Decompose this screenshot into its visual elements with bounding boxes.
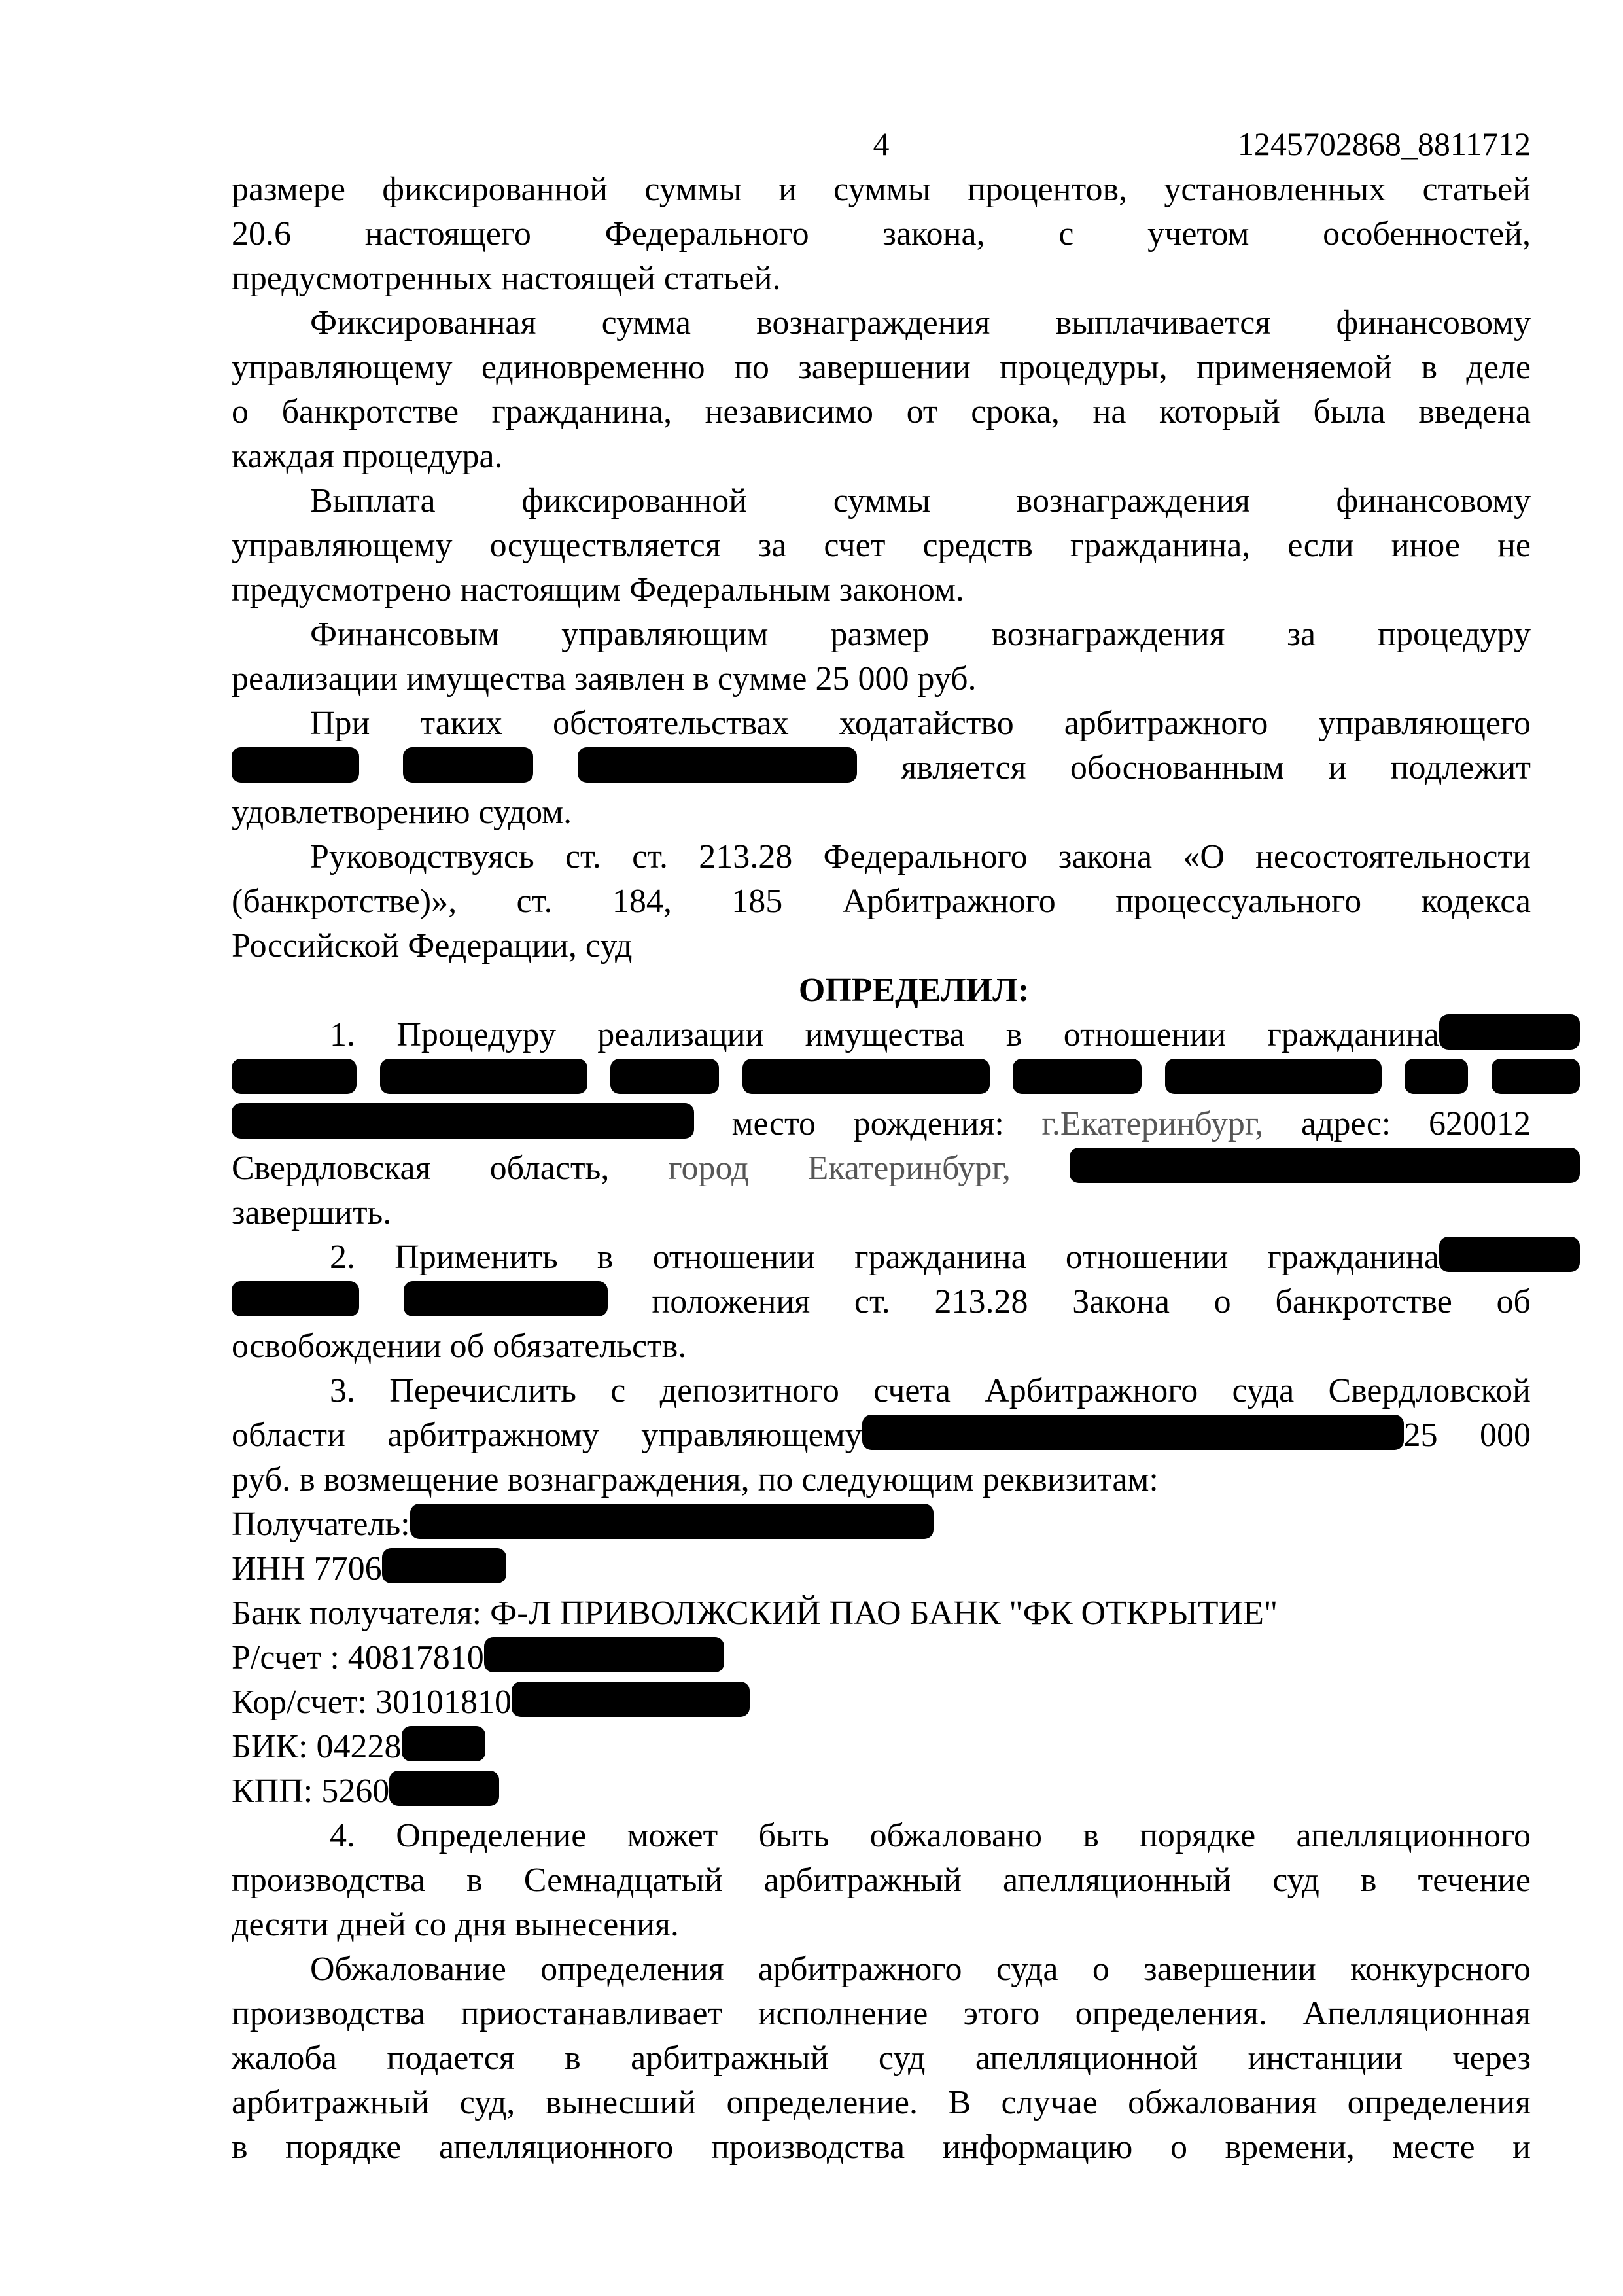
document-line (232, 1725, 1531, 1769)
redaction-bar (862, 1415, 1404, 1450)
document-line (232, 1591, 1531, 1636)
redaction-bar (1070, 1148, 1580, 1183)
text-run: 20.6 настоящего Федерального закона, с учетом особенностей, (232, 215, 1531, 253)
text-run: Российской Федерации, суд (232, 927, 633, 964)
redaction-bar (410, 1504, 934, 1539)
redaction-bar (1439, 1237, 1580, 1272)
redaction-bar (1439, 1014, 1580, 1050)
text-run: завершить. (232, 1194, 392, 1231)
document-line (232, 1324, 1531, 1369)
page-number: 4 (873, 126, 890, 162)
text-run: положения ст. 213.28 Закона о банкротстве об (652, 1283, 1531, 1320)
redaction-bar (232, 1059, 357, 1094)
document-line (232, 835, 1531, 879)
text-run: освобождении об обязательств. (232, 1328, 687, 1365)
text-run: Получатель: (232, 1506, 410, 1543)
document-line (232, 212, 1531, 256)
text-run: г.Екатеринбург, (1041, 1105, 1264, 1142)
document-line (232, 523, 1531, 568)
page-header (232, 124, 1531, 164)
document-line (232, 701, 1531, 746)
redaction-bar (382, 1548, 506, 1583)
redaction-bar (1492, 1059, 1580, 1094)
redaction-bar (380, 1059, 587, 1094)
document-line (232, 1369, 1531, 1413)
document-line (232, 1458, 1531, 1502)
redaction-bar (232, 747, 359, 783)
text-run: производства в Семнадцатый арбитражный апелляционный суд в течение (232, 1862, 1531, 1899)
text-run: БИК: 04228 (232, 1728, 402, 1765)
text-run: 2. Применить в отношении гражданина отношении гражданина (330, 1239, 1439, 1276)
text-run: в порядке апелляционного производства информацию о времени, месте и (232, 2128, 1531, 2166)
redaction-bar (512, 1682, 750, 1717)
document-line (232, 1903, 1531, 1947)
redaction-bar (610, 1059, 719, 1094)
document-line (232, 1769, 1531, 1814)
redaction-bar (1165, 1059, 1382, 1094)
text-run: Кор/счет: 30101810 (232, 1684, 512, 1721)
text-run: 25 000 (1403, 1417, 1531, 1454)
redaction-bar (1013, 1059, 1142, 1094)
text-run: каждая процедура. (232, 438, 503, 475)
redaction-bar (484, 1637, 724, 1672)
text-run: о банкротстве гражданина, независимо от срока, на который была введена (232, 393, 1531, 431)
text-run: является обоснованным и подлежит (901, 749, 1531, 786)
text-run: адрес: 620012 (1300, 1105, 1531, 1142)
text-run: Обжалование определения арбитражного суда о завершении конкурсного (310, 1951, 1531, 1988)
document-line (232, 1057, 1531, 1102)
text-run: Свердловская область, (232, 1150, 610, 1187)
text-run: Выплата фиксированной суммы вознаграждения финансовому (310, 482, 1531, 520)
text-run: Банк получателя: Ф-Л ПРИВОЛЖСКИЙ ПАО БАНК "ФК ОТКРЫТИЕ" (232, 1595, 1278, 1632)
document-line (232, 2125, 1531, 2170)
redaction-bar (402, 1726, 485, 1761)
redaction-bar (1405, 1059, 1468, 1094)
document-line (232, 390, 1531, 434)
redaction-bar (389, 1771, 499, 1806)
doc-id: 1245702868_8811712 (1237, 126, 1531, 162)
redaction-bar (742, 1059, 990, 1094)
document-line (232, 434, 1531, 479)
text-run: Фиксированная сумма вознаграждения выплачивается финансовому (310, 304, 1531, 342)
document-body (232, 168, 1531, 2170)
document-line (232, 1146, 1531, 1191)
text-run: 1. Процедуру реализации имущества в отношении гражданина (330, 1016, 1439, 1053)
document-line (232, 168, 1531, 212)
redaction-bar (578, 747, 857, 783)
text-run: реализации имущества заявлен в сумме 25 000 руб. (232, 660, 977, 698)
document-line (232, 1502, 1531, 1547)
redaction-bar (232, 1281, 359, 1316)
document-line (297, 968, 1531, 1013)
text-run: Р/счет : 40817810 (232, 1639, 484, 1676)
text-run: ИНН 7706 (232, 1550, 382, 1587)
text-run: управляющему осуществляется за счет средств гражданина, если иное не (232, 527, 1531, 564)
document-line (232, 1191, 1531, 1235)
text-run: Финансовым управляющим размер вознаграждения за процедуру (310, 616, 1531, 653)
text-run: 3. Перечислить с депозитного счета Арбитражного суда Свердловской (330, 1372, 1531, 1409)
text-run: жалоба подается в арбитражный суд апелляционной инстанции через (232, 2040, 1531, 2077)
document-line (232, 879, 1531, 924)
text-run: 4. Определение может быть обжаловано в порядке апелляционного (330, 1817, 1531, 1854)
text-run: удовлетворению судом. (232, 794, 572, 831)
document-line (232, 345, 1531, 390)
document-line (232, 479, 1531, 523)
document-line (232, 1992, 1531, 2036)
text-run: области арбитражному управляющему (232, 1417, 862, 1454)
document-line (232, 1547, 1531, 1591)
document-line (232, 657, 1531, 701)
document-line (232, 1680, 1531, 1725)
document-line (232, 1814, 1531, 1858)
document-line (232, 1413, 1531, 1458)
text-run: Руководствуясь ст. ст. 213.28 Федерального закона «О несостоятельности (310, 838, 1531, 875)
document-line (232, 790, 1531, 835)
document-line (232, 1013, 1531, 1057)
redaction-bar (232, 1103, 694, 1139)
document-line (232, 1235, 1531, 1280)
document-line (232, 301, 1531, 345)
document-line (232, 568, 1531, 612)
document-line (232, 924, 1531, 968)
text-run: предусмотренных настоящей статьей. (232, 260, 781, 297)
text-run: При таких обстоятельствах ходатайство арбитражного управляющего (310, 705, 1531, 742)
text-run: руб. в возмещение вознаграждения, по следующим реквизитам: (232, 1461, 1159, 1498)
document-line (232, 1102, 1531, 1146)
text-run: управляющему единовременно по завершении процедуры, применяемой в деле (232, 349, 1531, 386)
text-run: арбитражный суд, вынесший определение. В случае обжалования определения (232, 2084, 1531, 2121)
document-line (232, 612, 1531, 657)
text-run: предусмотрено настоящим Федеральным законом. (232, 571, 964, 609)
text-run: КПП: 5260 (232, 1773, 390, 1810)
redaction-bar (403, 747, 533, 783)
document-line (232, 1858, 1531, 1903)
text-run: город Екатеринбург, (668, 1150, 1011, 1187)
redaction-bar (404, 1281, 608, 1316)
text-run: десяти дней со дня вынесения. (232, 1906, 679, 1943)
text-run: (банкротстве)», ст. 184, 185 Арбитражного процессуального кодекса (232, 883, 1531, 920)
document-line (232, 2036, 1531, 2081)
document-line (232, 1947, 1531, 1992)
document-line (232, 1280, 1531, 1324)
document-line (232, 2081, 1531, 2125)
document-line (232, 746, 1531, 790)
document-line (232, 256, 1531, 301)
text-run: производства приостанавливает исполнение этого определения. Апелляционная (232, 1995, 1531, 2032)
document-line (232, 1636, 1531, 1680)
text-run: место рождения: (731, 1105, 1004, 1142)
text-run: размере фиксированной суммы и суммы процентов, установленных статьей (232, 171, 1531, 208)
text-run: ОПРЕДЕЛИЛ: (798, 972, 1030, 1009)
